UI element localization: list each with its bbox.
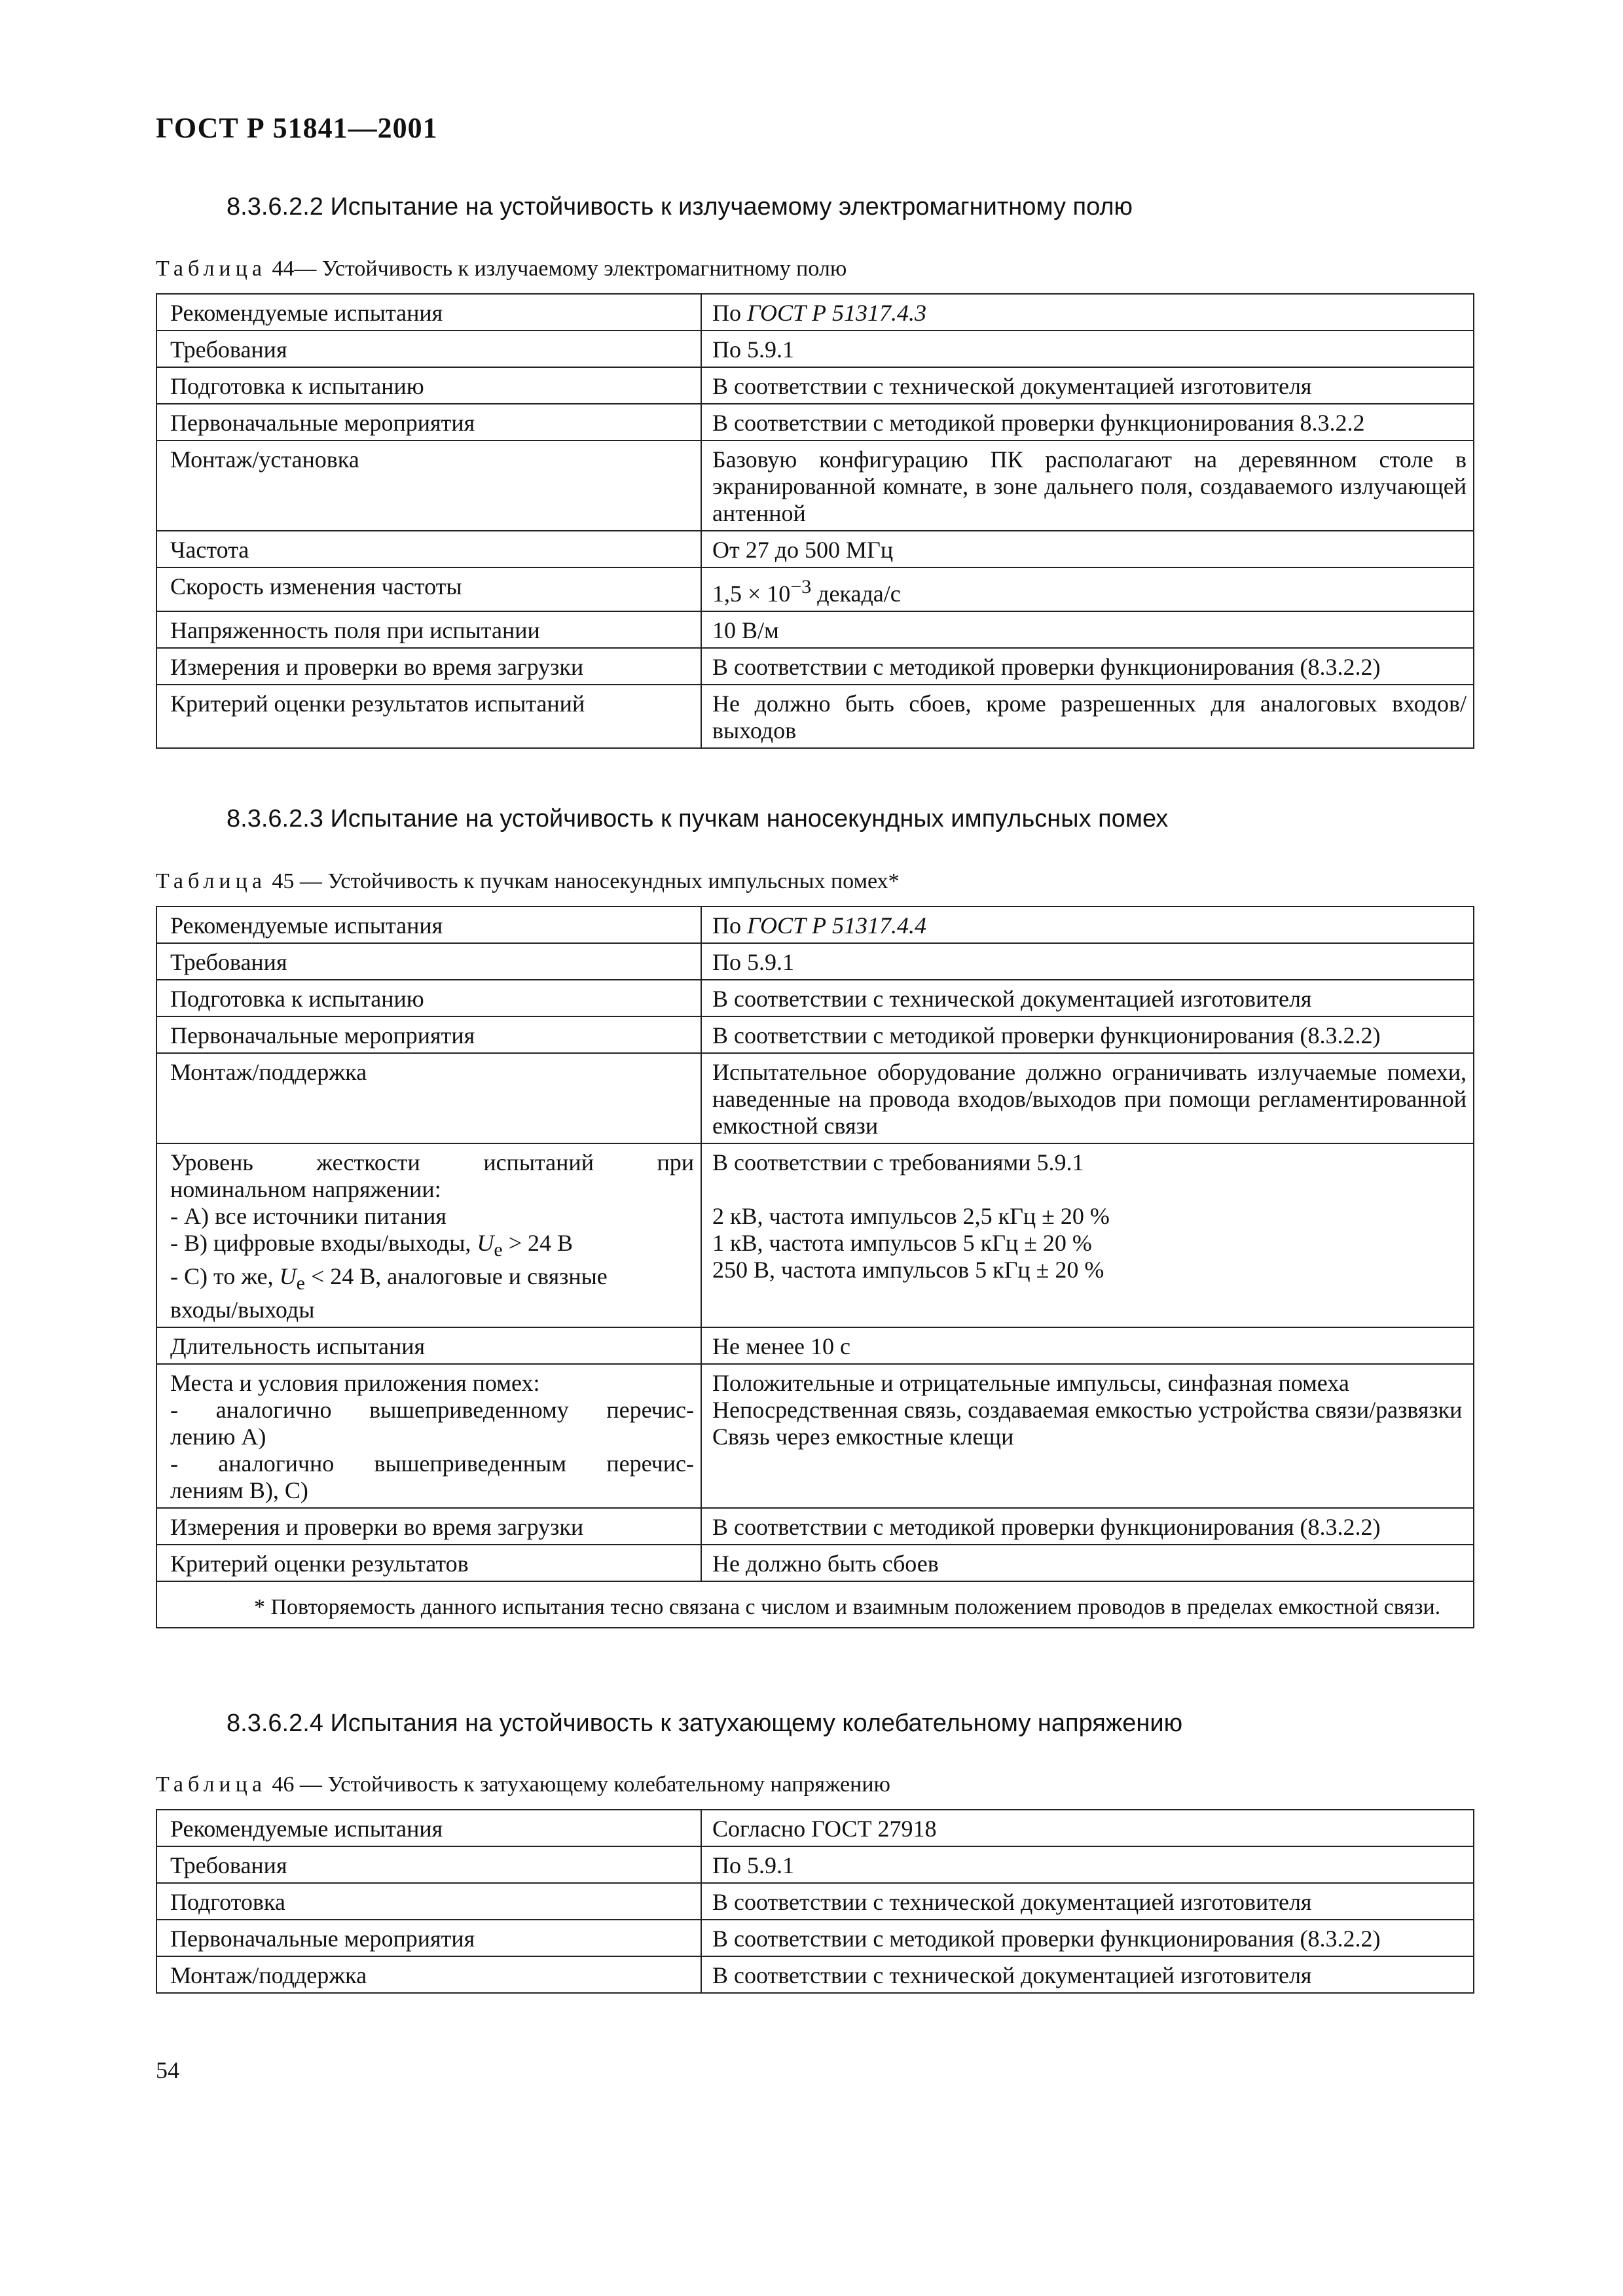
row-label: Подготовка к испытанию xyxy=(156,367,701,404)
label-line: - аналогично вышеприведенным перечис- xyxy=(170,1450,694,1477)
label-line: лениям В), С) xyxy=(170,1477,308,1504)
table-caption-text: 44— Устойчивость к излучаемому электромагнитному полю xyxy=(272,257,847,281)
label-line: - аналогично вышеприведенному перечис- xyxy=(170,1397,694,1424)
row-value: Согласно ГОСТ 27918 xyxy=(701,1810,1474,1846)
label-text: - В) цифровые входы/выходы, xyxy=(170,1230,477,1256)
table-row xyxy=(156,1810,1474,1846)
label-line: лению А) xyxy=(170,1424,266,1450)
label-text: - С) то же, xyxy=(170,1263,280,1290)
row-value: По 5.9.1 xyxy=(701,331,1474,367)
table-45-caption xyxy=(156,869,900,894)
table-row xyxy=(156,943,1474,980)
table-row xyxy=(156,567,1474,611)
table-row xyxy=(156,611,1474,648)
row-label: Первоначальные мероприятия xyxy=(156,1920,701,1956)
row-value: В соответствии с технической документацией изготовителя xyxy=(701,1883,1474,1920)
row-value: Не менее 10 с xyxy=(701,1327,1474,1364)
row-label: Монтаж/установка xyxy=(156,440,701,531)
row-value: В соответствии с технической документацией изготовителя xyxy=(701,367,1474,404)
label-line: Места и условия приложения помех: xyxy=(170,1370,540,1397)
row-label: Требования xyxy=(156,331,701,367)
label-line xyxy=(170,1263,694,1297)
value-line: Положительные и отрицательные импульсы, синфазная помеха xyxy=(712,1370,1349,1397)
table-row xyxy=(156,294,1474,331)
table-row xyxy=(156,1846,1474,1883)
value-line: Связь через емкостные клещи xyxy=(712,1424,1014,1450)
footnote-row xyxy=(156,1581,1474,1628)
value-line: 1 кВ, частота импульсов 5 кГц ± 20 % xyxy=(712,1230,1092,1256)
row-label: Подготовка к испытанию xyxy=(156,980,701,1016)
blank-line xyxy=(712,1176,1467,1203)
value-prefix: По xyxy=(712,912,747,939)
section-heading-8-3-6-2-3: 8.3.6.2.3 Испытание на устойчивость к пучкам наносекундных импульсных помех xyxy=(227,805,1169,833)
table-row xyxy=(156,685,1474,748)
row-value: 10 В/м xyxy=(701,611,1474,648)
label-line: номинальном напряжении: xyxy=(170,1176,441,1202)
row-value xyxy=(701,1364,1474,1508)
row-label: Напряженность поля при испытании xyxy=(156,611,701,648)
row-value: От 27 до 500 МГц xyxy=(701,531,1474,567)
section-heading-8-3-6-2-2: 8.3.6.2.2 Испытание на устойчивость к излучаемому электромагнитному полю xyxy=(227,193,1133,221)
table-row xyxy=(156,1508,1474,1545)
row-value: В соответствии с методикой проверки функционирования (8.3.2.2) xyxy=(701,648,1474,685)
row-value xyxy=(701,1143,1474,1327)
table-row xyxy=(156,367,1474,404)
value-line: В соответствии с требованиями 5.9.1 xyxy=(712,1149,1084,1175)
table-row xyxy=(156,648,1474,685)
table-row xyxy=(156,1053,1474,1143)
row-value: По 5.9.1 xyxy=(701,943,1474,980)
table-46-caption xyxy=(156,1772,890,1797)
table-row xyxy=(156,531,1474,567)
table-row xyxy=(156,440,1474,531)
table-44 xyxy=(156,293,1474,749)
table-caption-text: 46 — Устойчивость к затухающему колебательному напряжению xyxy=(272,1772,890,1797)
value-base: 1,5 × 10 xyxy=(712,581,791,607)
row-label: Требования xyxy=(156,943,701,980)
row-value: Базовую конфигурацию ПК располагают на деревянном столе в экранированной комнате, в зоне дальнего поля, создаваемого излучающей антенной xyxy=(701,440,1474,531)
standard-reference: ГОСТ Р 51317.4.4 xyxy=(747,912,927,939)
row-label: Требования xyxy=(156,1846,701,1883)
value-line: 250 В, частота импульсов 5 кГц ± 20 % xyxy=(712,1257,1104,1283)
row-value xyxy=(701,567,1474,611)
row-value: Испытательное оборудование должно ограничивать излучаемые помехи, наведенные на провода входов/выходов при помощи регламентированной емкостной связи xyxy=(701,1053,1474,1143)
row-label: Критерий оценки результатов xyxy=(156,1545,701,1581)
row-label: Измерения и проверки во время загрузки xyxy=(156,1508,701,1545)
row-value: В соответствии с методикой проверки функционирования (8.3.2.2) xyxy=(701,1920,1474,1956)
row-label: Измерения и проверки во время загрузки xyxy=(156,648,701,685)
voltage-symbol: U xyxy=(477,1230,494,1256)
row-label: Рекомендуемые испытания xyxy=(156,906,701,943)
table-caption-label: Таблица xyxy=(156,869,266,893)
table-row xyxy=(156,1327,1474,1364)
footnote-text: * Повторяемость данного испытания тесно связана с числом и взаимным положением проводов в пределах емкостной связи. xyxy=(254,1595,1441,1620)
row-value xyxy=(701,294,1474,331)
table-45 xyxy=(156,906,1474,1628)
row-value: В соответствии с методикой проверки функционирования (8.3.2.2) xyxy=(701,1016,1474,1053)
table-row xyxy=(156,331,1474,367)
document-code: ГОСТ Р 51841—2001 xyxy=(156,112,438,144)
voltage-subscript: e xyxy=(296,1272,305,1295)
table-footnote xyxy=(156,1581,1474,1628)
table-row xyxy=(156,1143,1474,1327)
table-row xyxy=(156,980,1474,1016)
voltage-condition: > 24 В xyxy=(502,1230,574,1256)
row-label xyxy=(156,1143,701,1327)
table-row xyxy=(156,1920,1474,1956)
table-row xyxy=(156,906,1474,943)
row-label: Рекомендуемые испытания xyxy=(156,1810,701,1846)
table-caption-label: Таблица xyxy=(156,257,266,281)
row-value xyxy=(701,906,1474,943)
label-line: входы/выходы xyxy=(170,1297,315,1323)
row-value: В соответствии с технической документацией изготовителя xyxy=(701,1956,1474,1993)
table-44-caption xyxy=(156,257,847,281)
voltage-condition: < 24 В, аналоговые и связные xyxy=(304,1263,608,1290)
label-line xyxy=(170,1230,694,1263)
value-prefix: По xyxy=(712,300,747,326)
row-value: Не должно быть сбоев xyxy=(701,1545,1474,1581)
table-row xyxy=(156,1545,1474,1581)
value-exponent: −3 xyxy=(790,576,812,598)
row-label: Монтаж/поддержка xyxy=(156,1053,701,1143)
value-line: 2 кВ, частота импульсов 2,5 кГц ± 20 % xyxy=(712,1203,1110,1229)
voltage-subscript: e xyxy=(494,1239,503,1261)
section-heading-8-3-6-2-4: 8.3.6.2.4 Испытания на устойчивость к затухающему колебательному напряжению xyxy=(227,1710,1183,1737)
table-row xyxy=(156,1883,1474,1920)
table-row xyxy=(156,404,1474,440)
row-value: В соответствии с методикой проверки функционирования (8.3.2.2) xyxy=(701,1508,1474,1545)
table-row xyxy=(156,1364,1474,1508)
label-line: - А) все источники питания xyxy=(170,1203,447,1229)
row-value: В соответствии с методикой проверки функционирования 8.3.2.2 xyxy=(701,404,1474,440)
standard-reference: ГОСТ Р 51317.4.3 xyxy=(747,300,927,326)
row-label xyxy=(156,1364,701,1508)
row-value: Не должно быть сбоев, кроме разрешенных для аналоговых входов/выходов xyxy=(701,685,1474,748)
table-caption-label: Таблица xyxy=(156,1772,266,1797)
row-label: Подготовка xyxy=(156,1883,701,1920)
table-46 xyxy=(156,1809,1474,1994)
label-line: Уровень жесткости испытаний при xyxy=(170,1149,694,1175)
row-label: Рекомендуемые испытания xyxy=(156,294,701,331)
row-value: По 5.9.1 xyxy=(701,1846,1474,1883)
voltage-symbol: U xyxy=(279,1263,297,1290)
table-caption-text: 45 — Устойчивость к пучкам наносекундных импульсных помех* xyxy=(272,869,900,893)
row-label: Скорость изменения частоты xyxy=(156,567,701,611)
row-label: Первоначальные мероприятия xyxy=(156,1016,701,1053)
row-value: В соответствии с технической документацией изготовителя xyxy=(701,980,1474,1016)
row-label: Первоначальные мероприятия xyxy=(156,404,701,440)
row-label: Частота xyxy=(156,531,701,567)
table-row xyxy=(156,1016,1474,1053)
row-label: Критерий оценки результатов испытаний xyxy=(156,685,701,748)
row-label: Длительность испытания xyxy=(156,1327,701,1364)
table-row xyxy=(156,1956,1474,1993)
value-line: Непосредственная связь, создаваемая емкостью устройства связи/развязки xyxy=(712,1397,1463,1424)
value-unit: декада/с xyxy=(811,581,901,607)
page-number: 54 xyxy=(156,2057,179,2083)
row-label: Монтаж/поддержка xyxy=(156,1956,701,1993)
